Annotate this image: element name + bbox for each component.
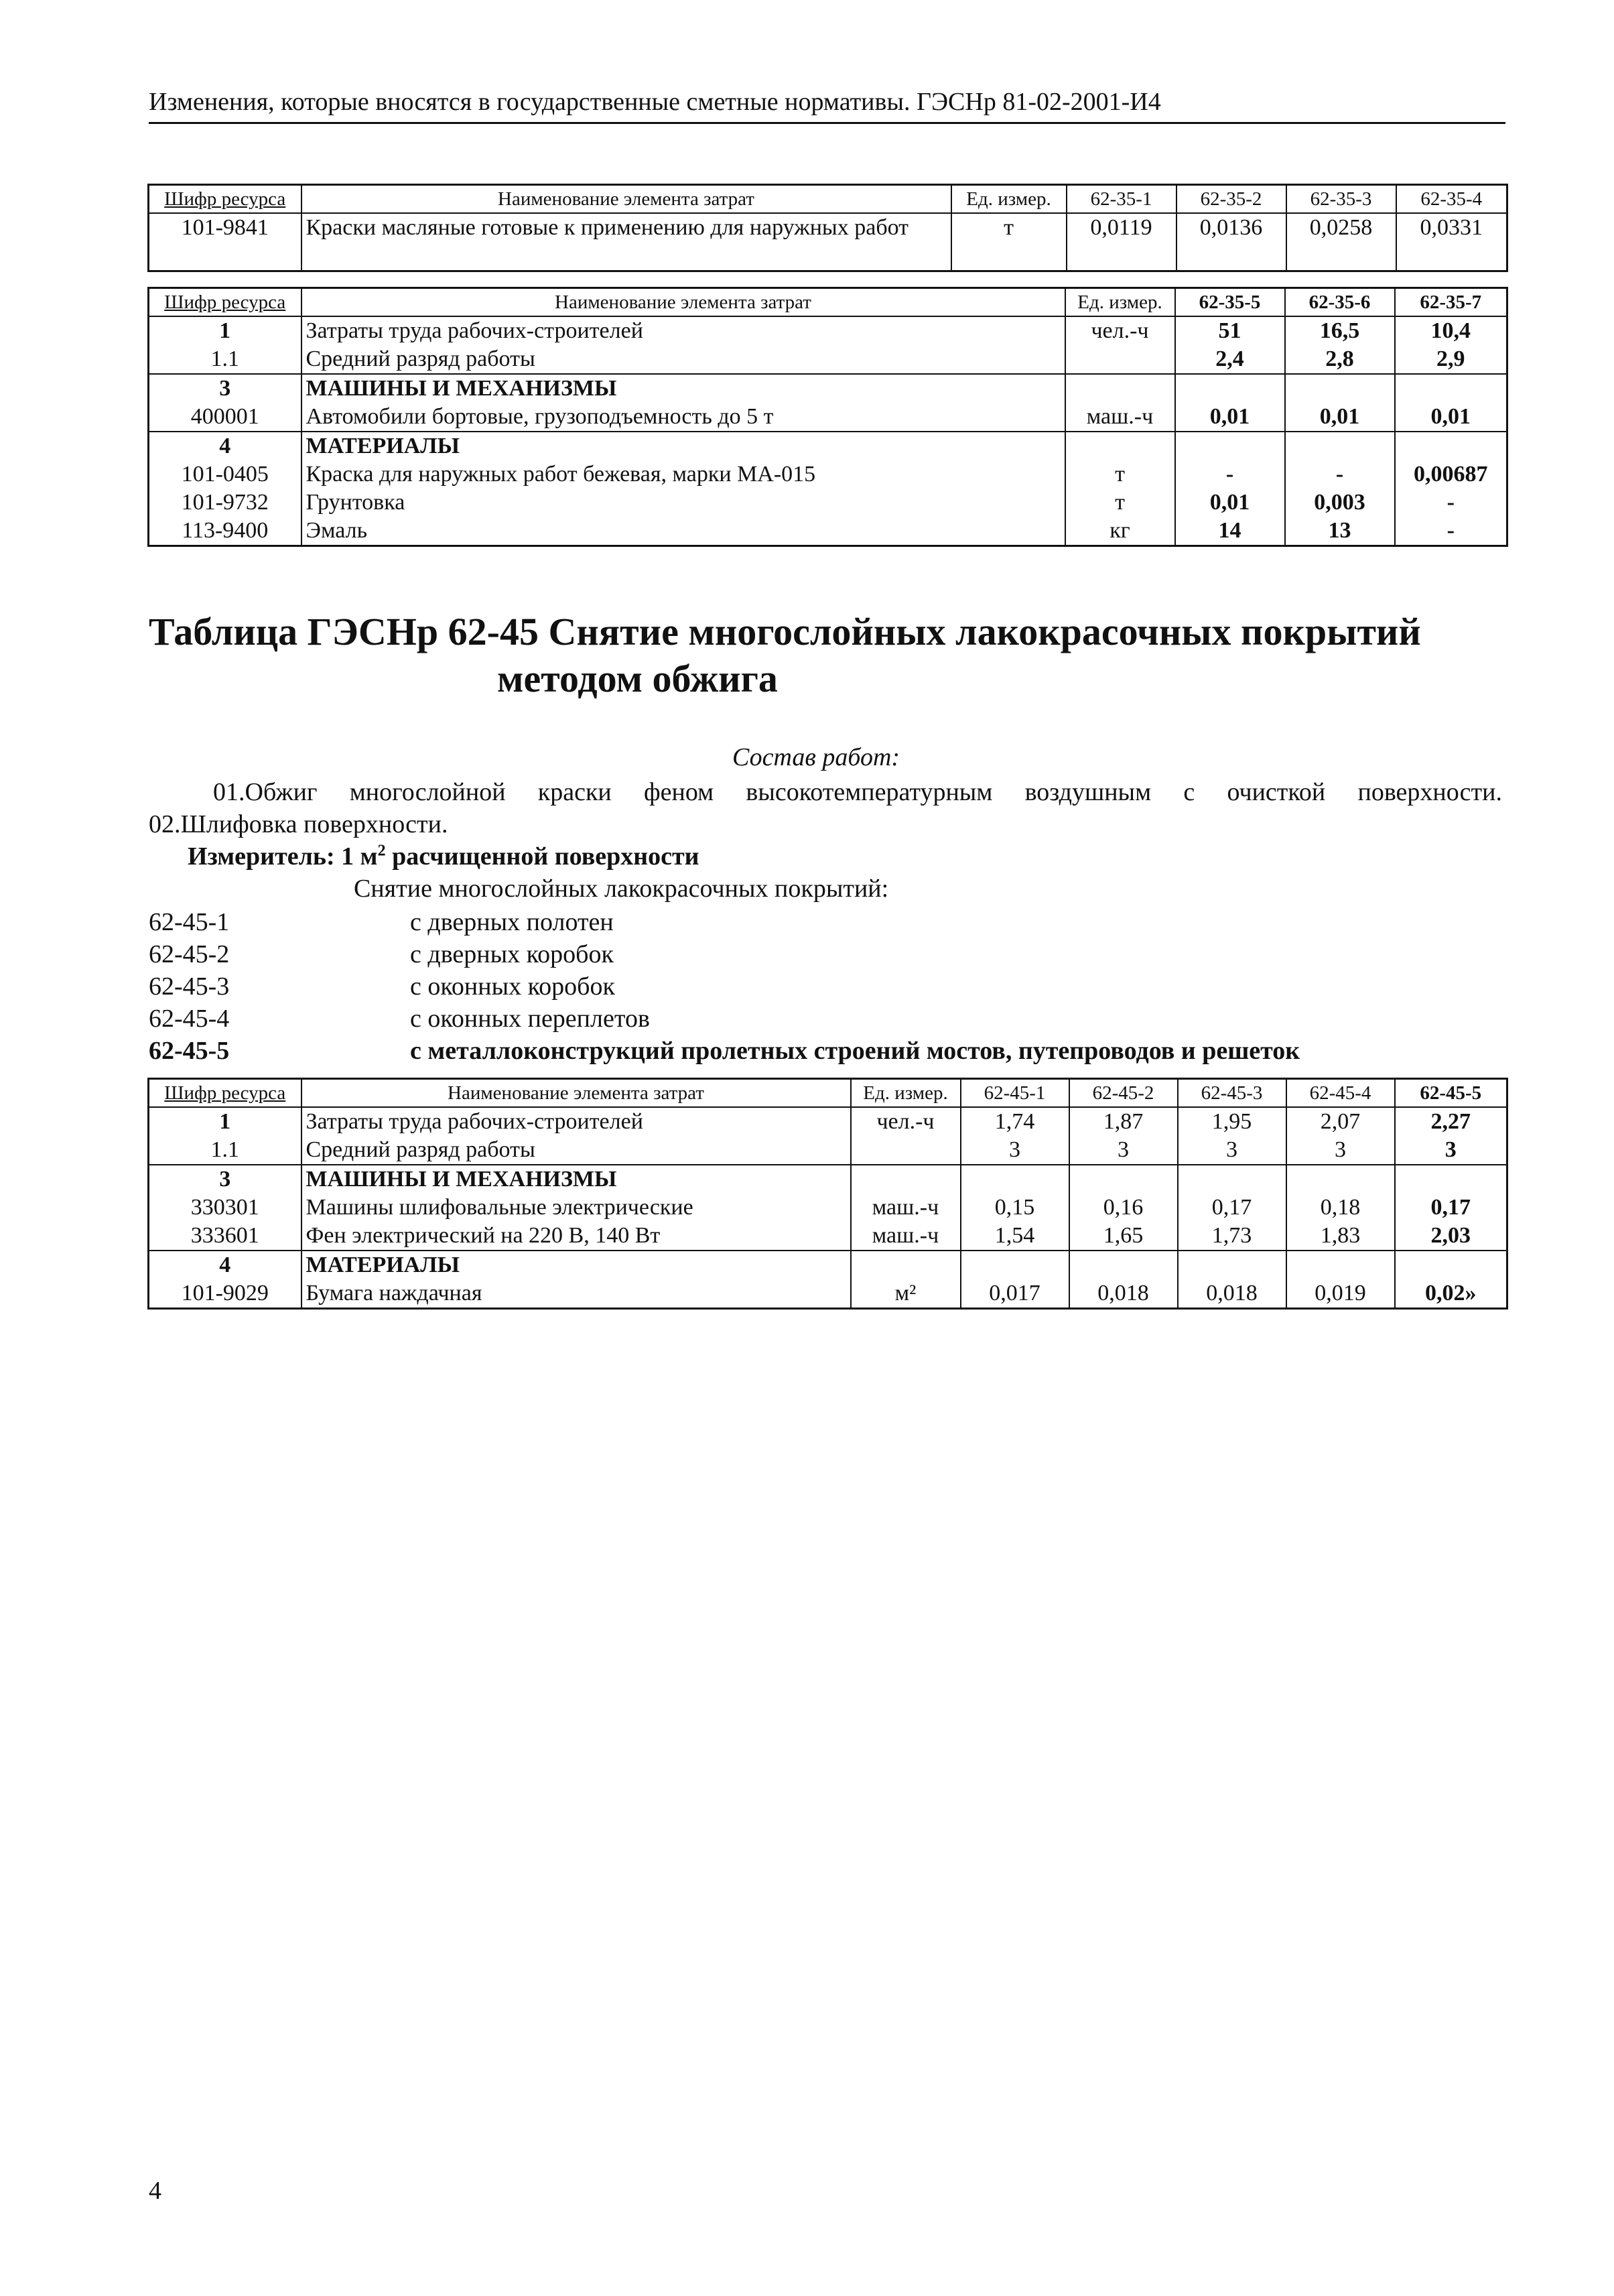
table-row (149, 1251, 1507, 1279)
table-row (149, 1136, 1507, 1165)
table-row (149, 316, 1507, 345)
value-cell: - (1175, 460, 1285, 489)
value-cell: 0,01 (1175, 489, 1285, 517)
table-header-row (149, 1079, 1507, 1108)
resource-code: 1 (149, 316, 301, 345)
value-cell: 0,0258 (1286, 213, 1396, 271)
value-cell: 1,87 (1069, 1107, 1178, 1136)
resource-name: Затраты труда рабочих-строителей (301, 316, 1065, 345)
value-cell: 3 (961, 1136, 1069, 1165)
resource-code: 101-9732 (149, 489, 301, 517)
value-cell (961, 1165, 1069, 1194)
unit: т (951, 213, 1067, 271)
resource-name: Краски масляные готовые к применению для наружных работ (301, 213, 951, 271)
header-cell: Ед. измер. (851, 1079, 961, 1108)
value-cell: - (1285, 460, 1395, 489)
norm-description: с оконных переплетов (410, 1005, 650, 1033)
value-cell: 3 (1178, 1136, 1286, 1165)
resource-table-62-45 (147, 1078, 1508, 1310)
resource-code: 333601 (149, 1222, 301, 1251)
unit: чел.-ч (1065, 316, 1175, 345)
measure-value-prefix: 1 м (341, 842, 378, 871)
value-cell: 0,0119 (1067, 213, 1176, 271)
header-cell: Наименование элемента затрат (301, 288, 1065, 317)
norm-description: с дверных коробок (410, 940, 614, 968)
unit: маш.-ч (851, 1194, 961, 1222)
value-cell: - (1395, 489, 1507, 517)
header-cell: 62-35-2 (1176, 185, 1286, 214)
unit: т (1065, 489, 1175, 517)
value-cell: 0,0331 (1396, 213, 1507, 271)
unit: маш.-ч (851, 1222, 961, 1251)
value-cell: 0,15 (961, 1194, 1069, 1222)
work-step-2: 02.Шлифовка поверхности. (149, 810, 448, 838)
resource-name: Средний разряд работы (301, 345, 1065, 374)
table-row (149, 460, 1507, 489)
value-cell: 10,4 (1395, 316, 1507, 345)
resource-code: 1.1 (149, 345, 301, 374)
resource-code: 1.1 (149, 1136, 301, 1165)
resource-code: 1 (149, 1107, 301, 1136)
value-cell: 1,54 (961, 1222, 1069, 1251)
value-cell: - (1395, 517, 1507, 546)
resource-code: 113-9400 (149, 517, 301, 546)
header-cell: 62-45-4 (1286, 1079, 1395, 1108)
resource-table-62-35-5-7 (147, 287, 1508, 547)
table-row (149, 213, 1507, 271)
value-cell: 0,01 (1285, 403, 1395, 432)
section-title: МАТЕРИАЛЫ (301, 432, 1065, 460)
value-cell: 2,03 (1395, 1222, 1507, 1251)
section-title: МАШИНЫ И МЕХАНИЗМЫ (301, 374, 1065, 403)
section-number: 3 (149, 1165, 301, 1194)
resource-name: Эмаль (301, 517, 1065, 546)
header-cell: Шифр ресурса (149, 185, 301, 214)
table-row (149, 517, 1507, 546)
unit: м² (851, 1279, 961, 1309)
resource-name: Грунтовка (301, 489, 1065, 517)
value-cell (1178, 1165, 1286, 1194)
resource-name: Бумага наждачная (301, 1279, 851, 1309)
norm-code: 62-45-4 (149, 1005, 230, 1033)
unit: маш.-ч (1065, 403, 1175, 432)
resource-name: Автомобили бортовые, грузоподъемность до 5 т (301, 403, 1065, 432)
measure-line (188, 842, 699, 871)
page-number: 4 (149, 2177, 161, 2205)
norm-code: 62-45-1 (149, 908, 230, 936)
table-row (149, 374, 1507, 403)
norm-code: 62-45-2 (149, 940, 230, 968)
header-cell: Ед. измер. (1065, 288, 1175, 317)
header-cell: 62-45-2 (1069, 1079, 1178, 1108)
value-cell (1069, 1165, 1178, 1194)
unit (851, 1251, 961, 1279)
table-row (149, 403, 1507, 432)
value-cell: 2,8 (1285, 345, 1395, 374)
norm-description: с дверных полотен (410, 908, 614, 936)
measure-value-sup: 2 (377, 842, 386, 860)
table-row (149, 1107, 1507, 1136)
header-cell: 62-45-3 (1178, 1079, 1286, 1108)
table-row (149, 432, 1507, 460)
value-cell: 0,17 (1178, 1194, 1286, 1222)
header-cell: 62-35-3 (1286, 185, 1396, 214)
resource-code: 101-0405 (149, 460, 301, 489)
value-cell (1395, 1251, 1507, 1279)
header-cell: 62-35-7 (1395, 288, 1507, 317)
resource-code: 101-9841 (149, 213, 301, 271)
section-number: 3 (149, 374, 301, 403)
header-cell: 62-35-4 (1396, 185, 1507, 214)
title-line-1: Таблица ГЭСНр 62-45 Снятие многослойных лакокрасочных покрытий (149, 610, 1421, 653)
value-cell: 16,5 (1285, 316, 1395, 345)
value-cell: 0,003 (1285, 489, 1395, 517)
resource-code: 330301 (149, 1194, 301, 1222)
section-number: 4 (149, 1251, 301, 1279)
value-cell: 51 (1175, 316, 1285, 345)
title-line-2: методом обжига (497, 657, 778, 700)
section-number: 4 (149, 432, 301, 460)
resource-code: 101-9029 (149, 1279, 301, 1309)
unit: чел.-ч (851, 1107, 961, 1136)
value-cell (1395, 374, 1507, 403)
header-cell: Шифр ресурса (149, 1079, 301, 1108)
value-cell: 0,018 (1178, 1279, 1286, 1309)
work-composition-heading: Состав работ: (732, 743, 900, 771)
value-cell (1395, 1165, 1507, 1194)
unit (1065, 374, 1175, 403)
value-cell (1175, 432, 1285, 460)
table-row (149, 1194, 1507, 1222)
norm-code: 62-45-3 (149, 972, 230, 1001)
resource-name: Средний разряд работы (301, 1136, 851, 1165)
unit (851, 1165, 961, 1194)
table-header-row (149, 288, 1507, 317)
value-cell: 1,73 (1178, 1222, 1286, 1251)
running-header: Изменения, которые вносятся в государственные сметные нормативы. ГЭСНр 81-02-2001-И4 (149, 86, 1505, 124)
resource-code: 400001 (149, 403, 301, 432)
value-cell: 0,01 (1395, 403, 1507, 432)
section-title: МАШИНЫ И МЕХАНИЗМЫ (301, 1165, 851, 1194)
section-title: МАТЕРИАЛЫ (301, 1251, 851, 1279)
header-cell: 62-45-5 (1395, 1079, 1507, 1108)
value-cell: 0,019 (1286, 1279, 1395, 1309)
table-header-row (149, 185, 1507, 214)
value-cell: 1,74 (961, 1107, 1069, 1136)
value-cell: 1,95 (1178, 1107, 1286, 1136)
value-cell: 2,07 (1286, 1107, 1395, 1136)
header-cell: 62-35-5 (1175, 288, 1285, 317)
resource-name: Машины шлифовальные электрические (301, 1194, 851, 1222)
value-cell: 1,65 (1069, 1222, 1178, 1251)
value-cell: 0,00687 (1395, 460, 1507, 489)
header-cell: Наименование элемента затрат (301, 185, 951, 214)
value-cell: 0,17 (1395, 1194, 1507, 1222)
norm-code: 62-45-5 (149, 1037, 230, 1065)
value-cell: 0,02» (1395, 1279, 1507, 1309)
value-cell: 1,83 (1286, 1222, 1395, 1251)
value-cell: 0,0136 (1176, 213, 1286, 271)
value-cell: 2,4 (1175, 345, 1285, 374)
header-cell: 62-35-6 (1285, 288, 1395, 317)
table-row (149, 345, 1507, 374)
measure-value-suffix: расчищенной поверхности (385, 842, 699, 871)
value-cell (1285, 432, 1395, 460)
value-cell: 0,16 (1069, 1194, 1178, 1222)
value-cell: 14 (1175, 517, 1285, 546)
work-step-1: 01.Обжиг многослойной краски феном высокотемпературным воздушным с очисткой поверхности. (213, 778, 1502, 806)
value-cell: 2,9 (1395, 345, 1507, 374)
resource-name: Фен электрический на 220 В, 140 Вт (301, 1222, 851, 1251)
measure-label: Измеритель: (188, 842, 335, 871)
value-cell (1178, 1251, 1286, 1279)
value-cell (1285, 374, 1395, 403)
table-row (149, 1279, 1507, 1309)
unit (1065, 345, 1175, 374)
value-cell (1395, 432, 1507, 460)
value-cell: 0,18 (1286, 1194, 1395, 1222)
header-cell: Шифр ресурса (149, 288, 301, 317)
table-title (149, 609, 1509, 702)
norm-description: с оконных коробок (410, 972, 615, 1001)
value-cell: 2,27 (1395, 1107, 1507, 1136)
unit: т (1065, 460, 1175, 489)
value-cell (1286, 1251, 1395, 1279)
value-cell: 0,01 (1175, 403, 1285, 432)
unit (851, 1136, 961, 1165)
value-cell (961, 1251, 1069, 1279)
table-row (149, 1165, 1507, 1194)
table-row (149, 1222, 1507, 1251)
value-cell: 3 (1395, 1136, 1507, 1165)
unit: кг (1065, 517, 1175, 546)
value-cell: 13 (1285, 517, 1395, 546)
value-cell: 0,018 (1069, 1279, 1178, 1309)
work-composition (149, 776, 1502, 840)
header-cell: Наименование элемента затрат (301, 1079, 851, 1108)
subheading: Снятие многослойных лакокрасочных покрытий: (354, 875, 889, 903)
header-cell: 62-35-1 (1067, 185, 1176, 214)
norm-description: с металлоконструкций пролетных строений мостов, путепроводов и решеток (410, 1037, 1300, 1065)
unit (1065, 432, 1175, 460)
header-cell: 62-45-1 (961, 1079, 1069, 1108)
resource-table-62-35-1-4 (147, 184, 1508, 272)
value-cell: 3 (1069, 1136, 1178, 1165)
value-cell: 3 (1286, 1136, 1395, 1165)
value-cell (1286, 1165, 1395, 1194)
resource-name: Краска для наружных работ бежевая, марки МА-015 (301, 460, 1065, 489)
header-cell: Ед. измер. (951, 185, 1067, 214)
resource-name: Затраты труда рабочих-строителей (301, 1107, 851, 1136)
value-cell (1069, 1251, 1178, 1279)
value-cell: 0,017 (961, 1279, 1069, 1309)
value-cell (1175, 374, 1285, 403)
table-row (149, 489, 1507, 517)
